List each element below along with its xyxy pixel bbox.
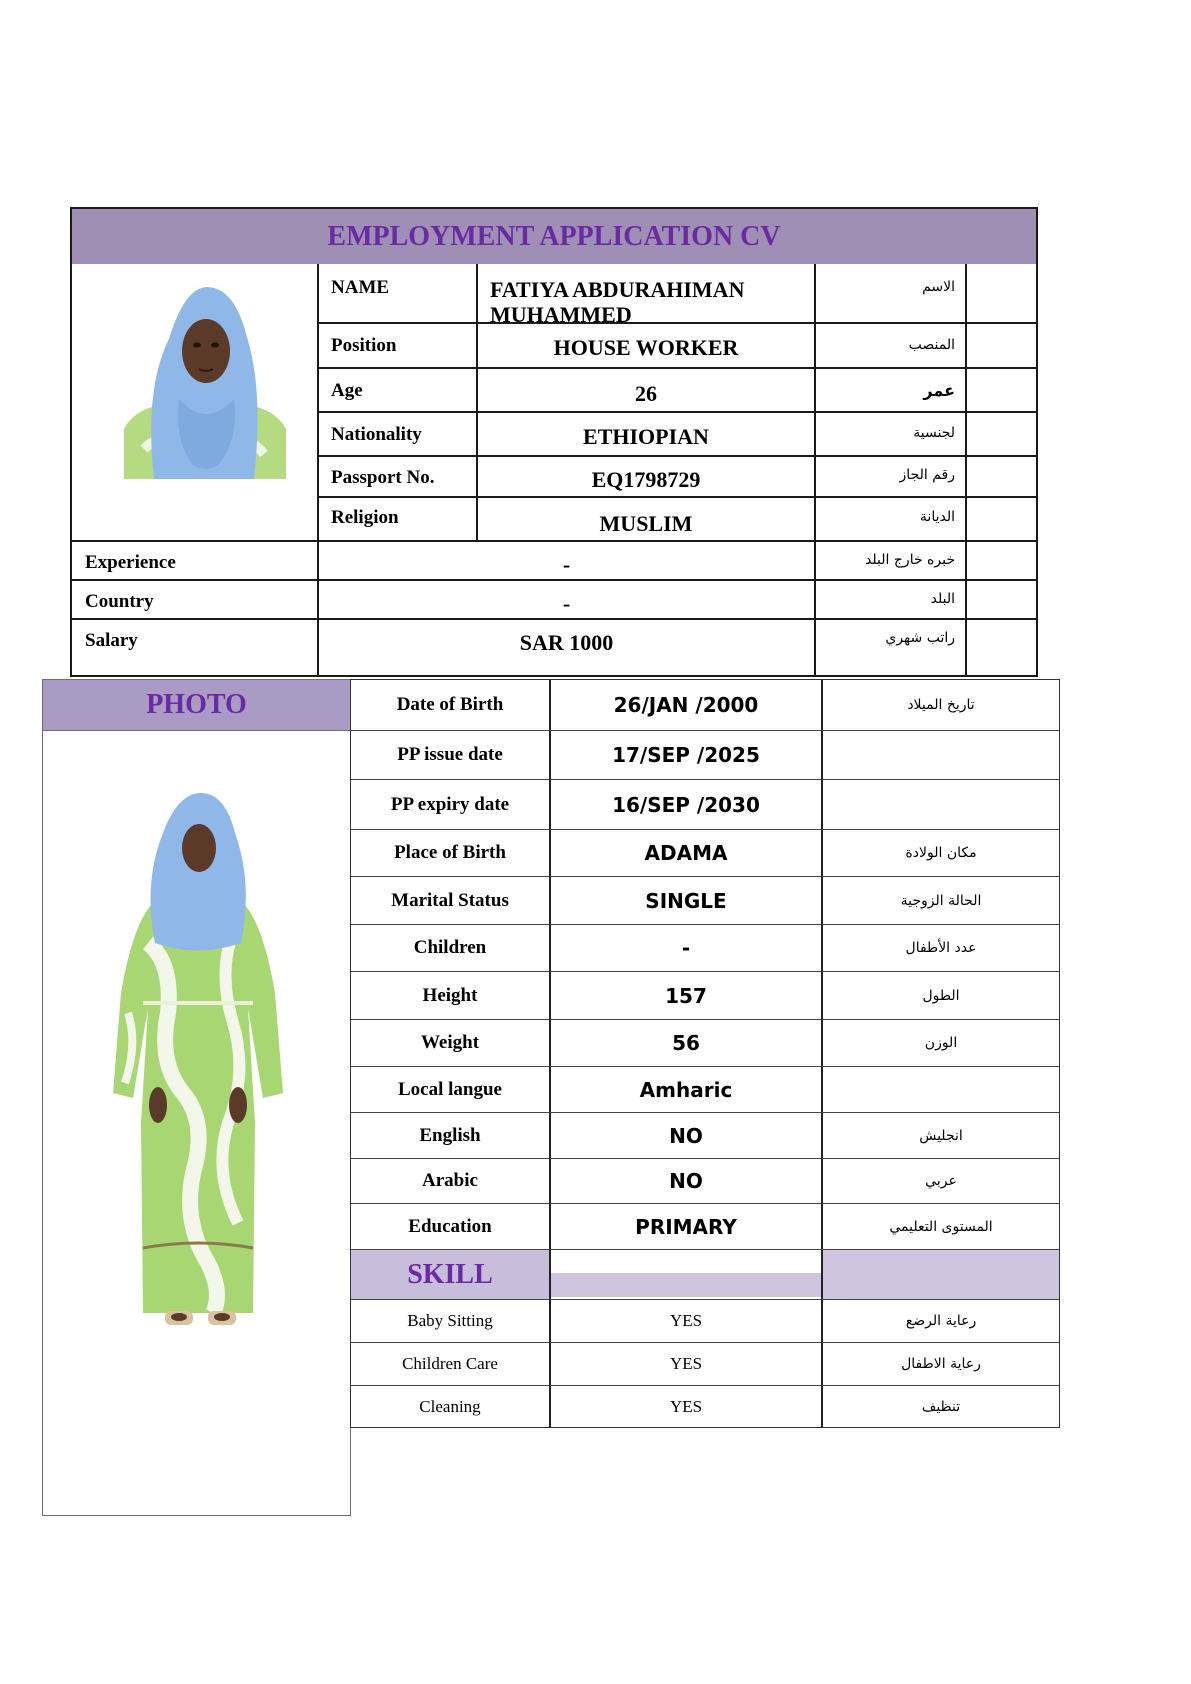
detail-arabic: الحالة الزوجية	[900, 892, 982, 909]
detail-label: Date of Birth	[351, 680, 551, 730]
value-position: HOUSE WORKER	[553, 335, 739, 360]
detail-arabic: الوزن	[924, 1035, 958, 1051]
detail-label: Education	[351, 1204, 551, 1249]
skill-label: Baby Sitting	[351, 1300, 551, 1342]
detail-label: Height	[351, 972, 551, 1019]
arabic-passport: رقم الجاز	[899, 467, 955, 483]
skill-label: Cleaning	[351, 1386, 551, 1428]
value-passport: EQ1798729	[591, 467, 701, 492]
detail-label: Place of Birth	[351, 830, 551, 876]
label-experience: Experience	[85, 552, 176, 573]
detail-arabic	[823, 780, 1059, 829]
detail-arabic: عدد الأطفال	[905, 940, 977, 956]
label-position: Position	[331, 335, 397, 356]
detail-arabic	[823, 1067, 1059, 1112]
detail-arabic: انجليش	[919, 1127, 963, 1144]
detail-arabic: المستوى التعليمي	[889, 1218, 993, 1235]
value-name: FATIYA ABDURAHIMAN MUHAMMED	[490, 277, 745, 327]
table-row	[351, 830, 1059, 877]
skill-header-row	[351, 1250, 1059, 1300]
full-body-photo-panel	[42, 679, 351, 1516]
arabic-religion: الديانة	[919, 509, 955, 525]
arabic-name: الاسم	[922, 279, 955, 295]
arabic-salary: راتب شهري	[885, 630, 955, 646]
detail-label: PP issue date	[351, 731, 551, 779]
detail-value: PRIMARY	[551, 1204, 823, 1249]
detail-value: 26/JAN /2000	[551, 680, 823, 730]
table-row	[351, 1386, 1059, 1428]
detail-value: NO	[551, 1113, 823, 1158]
arabic-nationality: لجنسية	[913, 425, 955, 441]
table-row	[351, 1020, 1059, 1067]
cv-header-table	[70, 207, 1038, 677]
value-nationality: ETHIOPIAN	[583, 424, 709, 449]
detail-label: Weight	[351, 1020, 551, 1066]
arabic-experience: خبره خارج البلد	[865, 552, 955, 568]
detail-value: 16/SEP /2030	[551, 780, 823, 829]
value-religion: MUSLIM	[599, 511, 693, 536]
detail-label: Marital Status	[351, 877, 551, 924]
skill-arabic: رعاية الرضع	[905, 1313, 977, 1329]
detail-arabic: تاريخ الميلاد	[907, 697, 975, 713]
detail-value: Amharic	[551, 1067, 823, 1112]
page-title: EMPLOYMENT APPLICATION CV	[327, 220, 781, 252]
skill-arabic: رعاية الاطفال	[901, 1356, 981, 1372]
table-row	[351, 1300, 1059, 1343]
skill-arabic: تنظيف	[921, 1399, 961, 1415]
value-salary: SAR 1000	[519, 630, 614, 655]
detail-label: English	[351, 1113, 551, 1158]
full-body-image	[113, 793, 283, 1343]
table-row	[351, 1159, 1059, 1204]
table-row	[351, 731, 1059, 780]
detail-value: 17/SEP /2025	[551, 731, 823, 779]
table-row	[351, 680, 1059, 731]
headshot-image	[124, 279, 286, 479]
detail-value: SINGLE	[551, 877, 823, 924]
value-country: -	[562, 591, 571, 616]
value-experience: -	[562, 552, 571, 577]
table-row	[351, 925, 1059, 972]
label-religion: Religion	[331, 507, 399, 528]
label-country: Country	[85, 591, 154, 612]
skill-header-arabic-blank	[823, 1250, 1059, 1299]
label-salary: Salary	[85, 630, 138, 651]
skill-header-blank	[551, 1250, 823, 1299]
table-row	[351, 780, 1059, 830]
details-table	[350, 679, 1060, 1428]
title-bar	[72, 209, 1036, 264]
detail-value: NO	[551, 1159, 823, 1203]
detail-label: Children	[351, 925, 551, 971]
skill-header: SKILL	[351, 1250, 551, 1299]
table-row	[351, 1343, 1059, 1386]
detail-arabic: مكان الولادة	[905, 845, 977, 861]
arabic-country: البلد	[930, 591, 955, 607]
photo-header	[43, 680, 350, 731]
label-age: Age	[331, 380, 363, 401]
arabic-position: المنصب	[908, 337, 955, 353]
value-age: 26	[635, 381, 657, 406]
detail-value: 56	[551, 1020, 823, 1066]
table-row	[351, 1204, 1059, 1250]
skill-value: YES	[551, 1343, 823, 1385]
arabic-age: عمر	[923, 381, 955, 400]
skill-label: Children Care	[351, 1343, 551, 1385]
detail-label: Local langue	[351, 1067, 551, 1112]
detail-label: Arabic	[351, 1159, 551, 1203]
skill-value: YES	[551, 1386, 823, 1428]
label-passport: Passport No.	[331, 467, 435, 488]
label-name: NAME	[331, 277, 390, 298]
detail-value: -	[551, 925, 823, 971]
detail-arabic	[823, 731, 1059, 779]
skill-value: YES	[551, 1300, 823, 1342]
label-nationality: Nationality	[331, 424, 422, 445]
headshot-photo	[124, 279, 286, 479]
photo-title: PHOTO	[146, 689, 247, 720]
table-row	[351, 877, 1059, 925]
detail-label: PP expiry date	[351, 780, 551, 829]
detail-value: 157	[551, 972, 823, 1019]
table-row	[351, 972, 1059, 1020]
table-row	[351, 1067, 1059, 1113]
full-body-photo	[113, 793, 283, 1343]
detail-arabic: الطول	[922, 987, 960, 1004]
detail-arabic: عربي	[925, 1173, 957, 1189]
table-row	[351, 1113, 1059, 1159]
detail-value: ADAMA	[551, 830, 823, 876]
